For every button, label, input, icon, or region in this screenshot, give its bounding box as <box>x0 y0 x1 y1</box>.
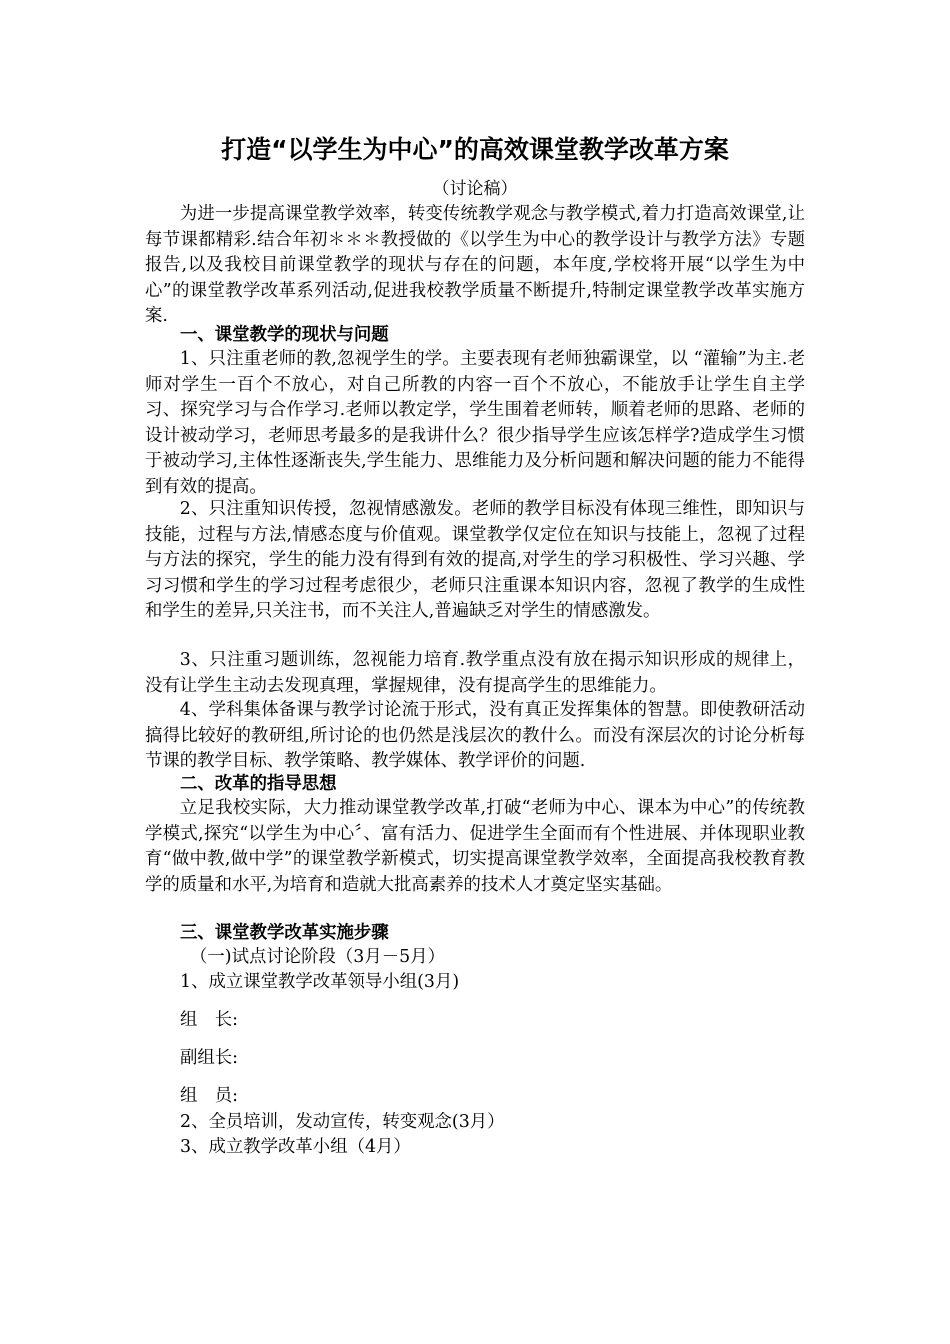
document-title: 打造“以学生为中心”的高效课堂教学改革方案 <box>221 135 729 164</box>
step1-line: 1、成立课堂教学改革领导小组(3月) <box>180 972 460 992</box>
section2-paragraph: 立足我校实际，大力推动课堂教学改革,打破“老师为中心、课本为中心”的传统教学模式,探究“以学生为中心〞、富有活力、促进学生全面而有个性进展、并体现职业教育“做中教,做中学”的课堂教学新模式，切实提高课堂教学效率，全面提高我校教育教学的质量和水平,为培育和造就大批高素养的技术人才奠定坚实基础。 <box>145 798 805 895</box>
section1-item-3: 3、只注重习题训练，忽视能力培育.教学重点没有放在揭示知识形成的规律上，没有让学生主动去发现真理，掌握规律，没有提高学生的思维能力。 <box>145 650 805 696</box>
section1-item-1: 1、只注重老师的教,忽视学生的学。主要表现有老师独霸课堂，以 “灌输”为主.老师对学生一百个不放心，对自己所教的内容一百个不放心，不能放手让学生自主学习、探究学习与合作学习.老师以教定学，学生围着老师转，顺着老师的思路、老师的设计被动学习，老师思考最多的是我讲什么？很少指导学生应该怎样学?造成学生习惯于被动学习,主体性逐渐丧失,学生能力、思维能力及分析问题和解决问题的能力不能得到有效的提高。 <box>145 349 805 497</box>
members-line: 组 员: <box>180 1086 239 1106</box>
section1-item-4: 4、学科集体备课与教学讨论流于形式，没有真正发挥集体的智慧。即使教研活动搞得比较好的教研组,所讨论的也仍然是浅层次的教什么。而没有深层次的讨论分析每节课的教学目标、教学策略、教学媒体、教学评价的问题. <box>145 700 805 772</box>
intro-paragraph: 为进一步提高课堂教学效率，转变传统教学观念与教学模式,着力打造高效课堂,让每节课都精彩.结合年初＊＊＊教授做的《以学生为中心的教学设计与教学方法》专题报告,以及我校目前课堂教学的现状与存在的问题，本年度,学校将开展“以学生为中心”的课堂教学改革系列活动,促进我校教学质量不断提升,特制定课堂教学改革实施方案. <box>145 204 805 327</box>
vice-leader-line: 副组长: <box>180 1048 239 1068</box>
phase1-line: （一)试点讨论阶段（3月－5月） <box>190 947 445 967</box>
section3-heading: 三、课堂教学改革实施步骤 <box>180 923 389 943</box>
step3-line: 3、成立教学改革小组（4月） <box>180 1137 411 1157</box>
step2-line: 2、全员培训，发动宣传，转变观念(3月） <box>180 1112 505 1132</box>
document-subtitle: （讨论稿） <box>432 179 518 199</box>
section1-heading: 一、课堂教学的现状与问题 <box>180 325 389 345</box>
leader-line: 组 长: <box>180 1010 239 1030</box>
section2-heading: 二、改革的指导思想 <box>180 774 337 794</box>
section1-item-2: 2、只注重知识传授，忽视情感激发。老师的教学目标没有体现三维性，即知识与技能，过程与方法,情感态度与价值观。课堂教学仅定位在知识与技能上，忽视了过程与方法的探究，学生的能力没有得到有效的提高,对学生的学习积极性、学习兴趣、学习习惯和学生的学习过程考虑很少，老师只注重课本知识内容，忽视了教学的生成性和学生的差异,只关注书，而不关注人,普遍缺乏对学生的情感激发。 <box>145 499 805 622</box>
